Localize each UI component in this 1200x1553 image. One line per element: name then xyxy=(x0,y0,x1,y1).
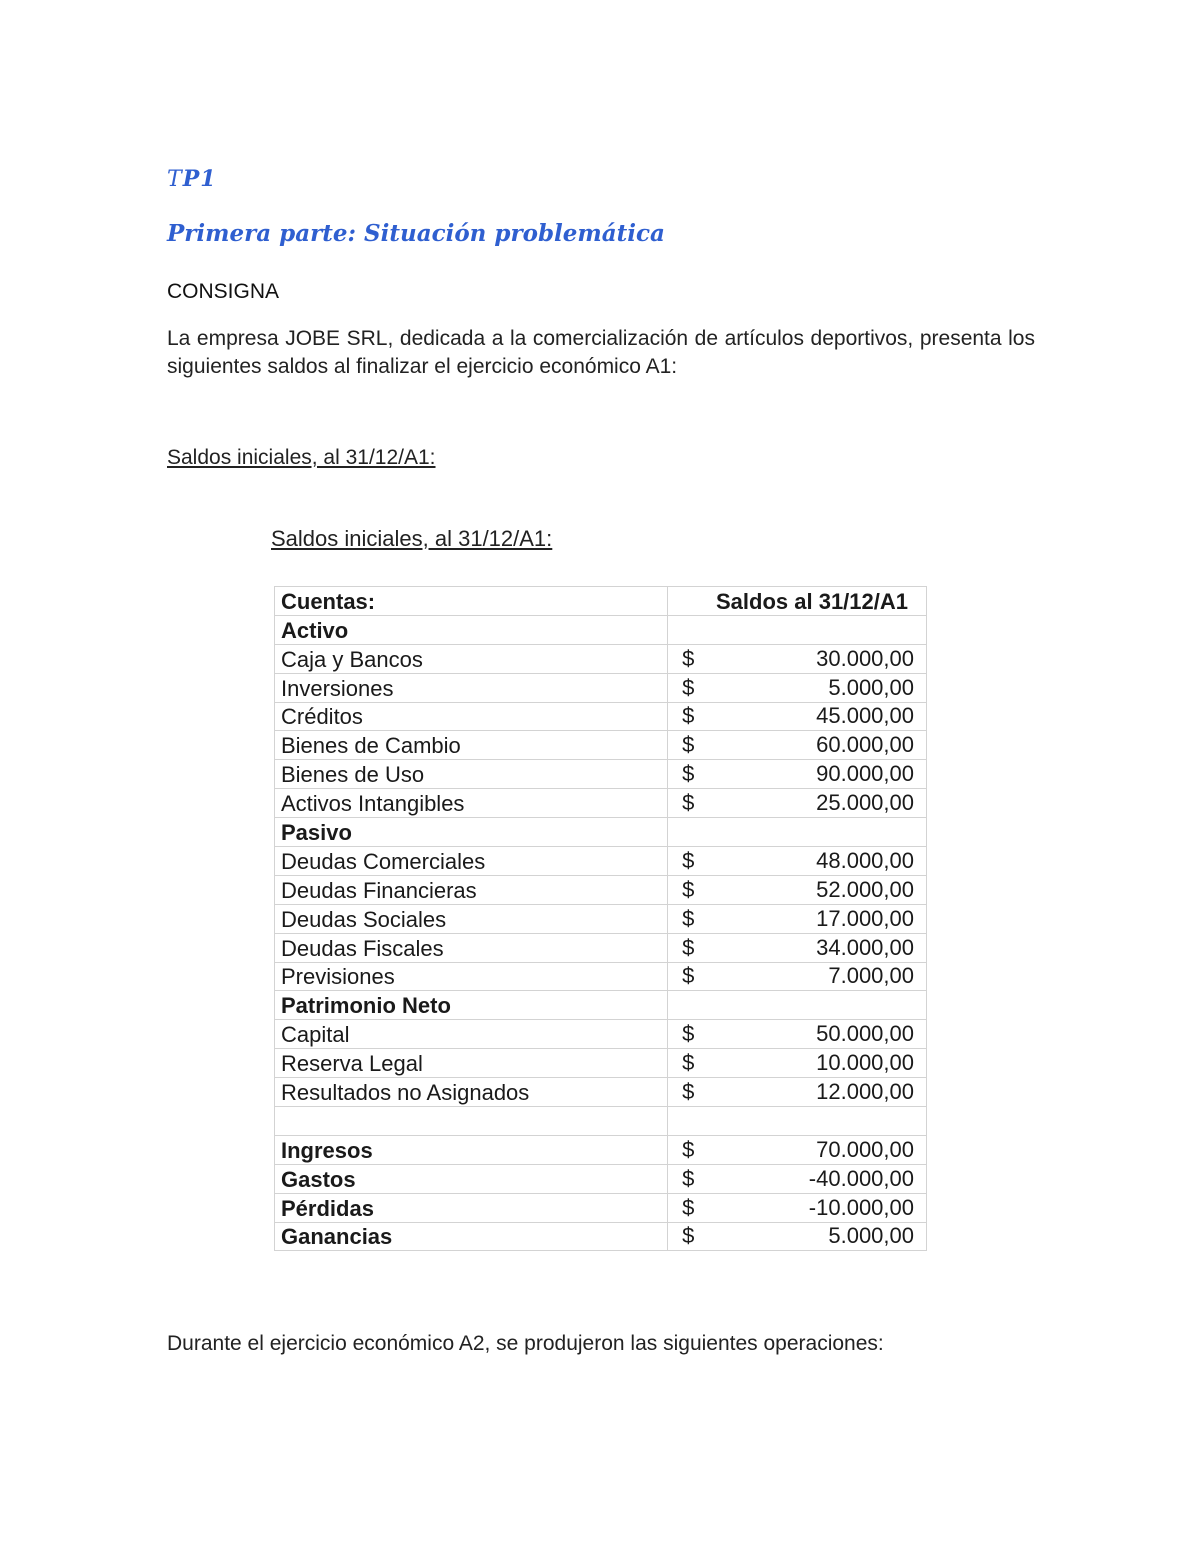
amount-value: -40.000,00 xyxy=(808,1165,914,1191)
table-header-row xyxy=(275,587,927,616)
account-name: Ganancias xyxy=(275,1222,668,1251)
account-name: Pérdidas xyxy=(275,1193,668,1222)
table-caption: Saldos iniciales, al 31/12/A1: xyxy=(271,526,553,551)
header-accounts: Cuentas: xyxy=(275,587,668,616)
intro-paragraph: La empresa JOBE SRL, dedicada a la comercialización de artículos deportivos, presenta los siguientes saldos al finalizar el ejercicio económico A1: xyxy=(167,327,1035,378)
account-name: Previsiones xyxy=(275,962,668,991)
account-name: Patrimonio Neto xyxy=(275,991,668,1020)
table-row xyxy=(275,644,927,673)
amount-value: 52.000,00 xyxy=(816,876,914,902)
section-row xyxy=(275,818,927,847)
account-name: Deudas Comerciales xyxy=(275,847,668,876)
account-name: Reserva Legal xyxy=(275,1049,668,1078)
account-balance xyxy=(668,818,927,847)
account-balance xyxy=(668,847,927,876)
account-balance xyxy=(668,875,927,904)
blank-row xyxy=(275,1107,927,1136)
account-balance xyxy=(668,673,927,702)
account-balance xyxy=(668,1020,927,1049)
currency-symbol: $ xyxy=(682,1079,695,1105)
account-balance xyxy=(668,991,927,1020)
amount-value: 60.000,00 xyxy=(816,732,914,758)
account-balance xyxy=(668,1135,927,1164)
account-name: Activo xyxy=(275,615,668,644)
amount-value: 48.000,00 xyxy=(816,847,914,873)
currency-symbol: $ xyxy=(682,963,695,989)
account-balance xyxy=(668,615,927,644)
consigna-heading: CONSIGNA xyxy=(167,280,280,303)
table-row xyxy=(275,789,927,818)
account-balance xyxy=(668,904,927,933)
account-name: Deudas Sociales xyxy=(275,904,668,933)
currency-symbol: $ xyxy=(682,934,695,960)
account-balance xyxy=(668,1164,927,1193)
document-label-number: P1 xyxy=(182,166,217,192)
currency-symbol: $ xyxy=(682,1136,695,1162)
amount-value: 5.000,00 xyxy=(828,1223,914,1249)
amount-value: 7.000,00 xyxy=(828,963,914,989)
table-row xyxy=(275,673,927,702)
account-name: Bienes de Uso xyxy=(275,760,668,789)
table-row xyxy=(275,1164,927,1193)
amount-value: 5.000,00 xyxy=(828,674,914,700)
account-balance xyxy=(668,702,927,731)
table-row xyxy=(275,933,927,962)
account-name: Activos Intangibles xyxy=(275,789,668,818)
currency-symbol: $ xyxy=(682,847,695,873)
header-balances: Saldos al 31/12/A1 xyxy=(668,587,927,616)
currency-symbol: $ xyxy=(682,1223,695,1249)
currency-symbol: $ xyxy=(682,905,695,931)
table-row xyxy=(275,702,927,731)
currency-symbol: $ xyxy=(682,645,695,671)
account-balance xyxy=(668,1049,927,1078)
amount-value: 90.000,00 xyxy=(816,761,914,787)
amount-value: 50.000,00 xyxy=(816,1021,914,1047)
table-row xyxy=(275,904,927,933)
table-row xyxy=(275,847,927,876)
account-name: Ingresos xyxy=(275,1135,668,1164)
currency-symbol: $ xyxy=(682,1194,695,1220)
amount-value: 30.000,00 xyxy=(816,645,914,671)
table-row xyxy=(275,1222,927,1251)
account-balance xyxy=(668,962,927,991)
document-label-prefix: T xyxy=(167,167,183,192)
table-row xyxy=(275,731,927,760)
table-row xyxy=(275,962,927,991)
table-row xyxy=(275,1020,927,1049)
currency-symbol: $ xyxy=(682,761,695,787)
currency-symbol: $ xyxy=(682,876,695,902)
amount-value: 70.000,00 xyxy=(816,1136,914,1162)
account-balance xyxy=(668,789,927,818)
account-name: Inversiones xyxy=(275,673,668,702)
table-row xyxy=(275,1049,927,1078)
saldos-heading: Saldos iniciales, al 31/12/A1: xyxy=(167,446,436,469)
amount-value: 34.000,00 xyxy=(816,934,914,960)
account-balance xyxy=(668,731,927,760)
account-name: Deudas Fiscales xyxy=(275,933,668,962)
account-name: Créditos xyxy=(275,702,668,731)
amount-value: 17.000,00 xyxy=(816,905,914,931)
table-row xyxy=(275,760,927,789)
account-balance xyxy=(668,1193,927,1222)
currency-symbol: $ xyxy=(682,1021,695,1047)
account-name: Gastos xyxy=(275,1164,668,1193)
section-row xyxy=(275,991,927,1020)
section-row xyxy=(275,615,927,644)
account-name: Pasivo xyxy=(275,818,668,847)
account-balance xyxy=(668,644,927,673)
account-balance xyxy=(668,760,927,789)
currency-symbol: $ xyxy=(682,674,695,700)
account-name: Deudas Financieras xyxy=(275,875,668,904)
account-balance xyxy=(668,933,927,962)
balance-table xyxy=(274,586,927,1251)
table-row xyxy=(275,1078,927,1107)
table-row xyxy=(275,875,927,904)
account-balance xyxy=(668,1222,927,1251)
account-name: Resultados no Asignados xyxy=(275,1078,668,1107)
table-row xyxy=(275,1135,927,1164)
amount-value: 10.000,00 xyxy=(816,1050,914,1076)
account-name xyxy=(275,1107,668,1136)
section-title: Primera parte: Situación problemática xyxy=(167,220,665,247)
currency-symbol: $ xyxy=(682,1165,695,1191)
amount-value: 25.000,00 xyxy=(816,790,914,816)
currency-symbol: $ xyxy=(682,732,695,758)
amount-value: 45.000,00 xyxy=(816,703,914,729)
account-name: Caja y Bancos xyxy=(275,644,668,673)
currency-symbol: $ xyxy=(682,790,695,816)
currency-symbol: $ xyxy=(682,1050,695,1076)
currency-symbol: $ xyxy=(682,703,695,729)
account-balance xyxy=(668,1078,927,1107)
document-label xyxy=(167,166,217,192)
final-paragraph: Durante el ejercicio económico A2, se produjeron las siguientes operaciones: xyxy=(167,1332,884,1355)
amount-value: -10.000,00 xyxy=(808,1194,914,1220)
account-name: Bienes de Cambio xyxy=(275,731,668,760)
amount-value: 12.000,00 xyxy=(816,1079,914,1105)
account-name: Capital xyxy=(275,1020,668,1049)
account-balance xyxy=(668,1107,927,1136)
table-row xyxy=(275,1193,927,1222)
